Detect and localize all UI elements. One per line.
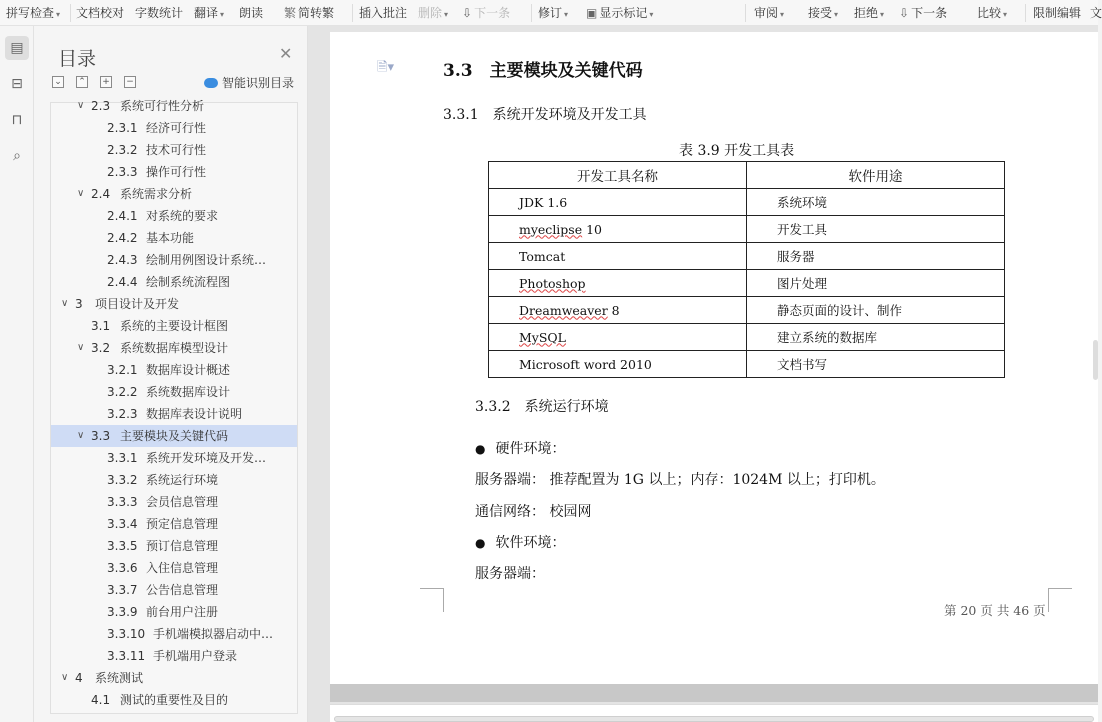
toc-item[interactable]: [51, 623, 297, 645]
read-aloud-button[interactable]: [239, 4, 263, 22]
toc-item-number: 3.3.3: [107, 495, 138, 509]
chevron-down-icon: ▾: [834, 10, 839, 19]
translate-button[interactable]: [194, 4, 224, 22]
toc-item[interactable]: [51, 535, 297, 557]
toc-item-label: 技术可行性: [146, 143, 207, 157]
table-cell-text: myeclipse 10: [519, 221, 603, 237]
toc-item-label: 预定信息管理: [146, 517, 219, 531]
toc-item[interactable]: [51, 579, 297, 601]
bullet-software: [475, 532, 565, 552]
show-markup-button[interactable]: [586, 4, 653, 22]
toc-item[interactable]: [51, 271, 297, 293]
more-button[interactable]: [1090, 4, 1102, 22]
toc-item-number: 3.3: [91, 429, 111, 443]
toc-item[interactable]: [51, 293, 297, 315]
toc-item[interactable]: [51, 95, 297, 117]
toolbar-label: 删除: [418, 6, 443, 20]
table-cell-text: Photoshop: [519, 275, 586, 291]
chevron-down-icon: ▾: [564, 10, 569, 19]
toc-title: 目录: [58, 48, 97, 70]
table-cell: [489, 270, 747, 297]
table-cell: [747, 243, 1005, 270]
table-cell-text: JDK 1.6: [519, 194, 568, 210]
toolbar-label: 下一条: [911, 6, 948, 20]
toc-panel: [34, 26, 308, 722]
toc-item-label: 经济可行性: [146, 121, 207, 135]
toc-item-number: 3: [75, 297, 83, 311]
toolbar-label: 下一条: [474, 6, 511, 20]
table-row: [489, 297, 1005, 324]
toolbar-divider: [1025, 4, 1026, 22]
toolbar-label: 拒绝: [854, 6, 879, 20]
chevron-down-icon[interactable]: ∨: [77, 430, 85, 441]
toc-item-number: 2.4.1: [107, 209, 138, 223]
chevron-down-icon: ▾: [649, 10, 654, 19]
smart-toc-icon: [204, 78, 218, 88]
toolbar-label: 比较: [977, 6, 1002, 20]
toc-item-label: 测试的重要性及目的: [120, 693, 229, 707]
toolbar-divider: [531, 4, 532, 22]
chevron-down-icon: ▾: [780, 10, 785, 19]
table-row: [489, 324, 1005, 351]
toc-item-label: 手机端用户登录: [153, 649, 238, 663]
smart-toc-label: 智能识别目录: [222, 76, 295, 90]
table-cell-text: 图片处理: [777, 276, 828, 291]
margin-corner: [420, 588, 444, 612]
margin-corner: [1048, 588, 1072, 612]
table-cell-text: Microsoft word 2010: [519, 356, 652, 372]
toc-item-number: 3.2.1: [107, 363, 138, 377]
toc-item[interactable]: [51, 491, 297, 513]
toolbar-label: 显示标记: [599, 6, 648, 20]
table-cell: [747, 351, 1005, 378]
page-gap: [330, 684, 1098, 702]
table-cell-text: Tomcat: [519, 248, 566, 264]
table-caption: 表 3.9 开发工具表: [679, 143, 795, 159]
server-line: 服务器端： 推荐配置为 1G 以上；内存：1024M 以上；打印机。: [475, 472, 885, 488]
search-icon[interactable]: ⌕: [13, 148, 21, 164]
smart-toc-button[interactable]: [204, 74, 294, 91]
toolbar-label: 限制编辑: [1033, 6, 1082, 20]
toc-item-label: 系统开发环境及开发…: [146, 451, 267, 465]
chevron-down-icon[interactable]: ∨: [61, 298, 69, 309]
next-comment-button[interactable]: [462, 4, 510, 22]
toc-item-number: 3.3.7: [107, 583, 138, 597]
toc-item[interactable]: [51, 249, 297, 271]
toc-item-number: 3.2.3: [107, 407, 138, 421]
chevron-down-icon[interactable]: ∨: [77, 100, 85, 111]
toc-item[interactable]: [51, 469, 297, 491]
chevron-down-icon[interactable]: ∨: [77, 188, 85, 199]
toc-item[interactable]: [51, 161, 297, 183]
toc-item-number: 3.1: [91, 319, 111, 333]
toc-item[interactable]: [51, 359, 297, 381]
document-icon[interactable]: 🗎▾: [377, 60, 394, 75]
toc-item-number: 3.3.2: [107, 473, 138, 487]
spelling-marked-word: Dreamweaver: [519, 302, 608, 318]
toc-item[interactable]: [51, 645, 297, 667]
horizontal-scrollbar[interactable]: [334, 716, 1094, 722]
proofread-button[interactable]: [76, 4, 124, 22]
table-cell: [489, 351, 747, 378]
toc-item[interactable]: [51, 205, 297, 227]
simplified-traditional-button[interactable]: [284, 4, 334, 22]
toc-item[interactable]: [51, 381, 297, 403]
toc-item-label: 会员信息管理: [146, 495, 219, 509]
bookmark-icon[interactable]: ⊓: [11, 112, 23, 128]
review-button[interactable]: [754, 4, 784, 22]
toc-item[interactable]: [51, 227, 297, 249]
toc-item-label: 数据库表设计说明: [146, 407, 243, 421]
toc-item[interactable]: [51, 403, 297, 425]
toolbar-divider: [745, 4, 746, 22]
toc-item-number: 3.3.4: [107, 517, 138, 531]
toc-item-label: 公告信息管理: [146, 583, 219, 597]
toc-item-number: 2.3.1: [107, 121, 138, 135]
toolbar-label: 文: [1090, 6, 1102, 20]
section-heading: 3.3 主要模块及关键代码: [443, 61, 643, 81]
toc-item[interactable]: [51, 337, 297, 359]
chevron-down-icon[interactable]: ∨: [61, 672, 69, 683]
chevron-down-icon[interactable]: ∨: [77, 342, 85, 353]
table-cell-text: 静态页面的设计、制作: [777, 303, 903, 318]
toc-item-number: 3.3.5: [107, 539, 138, 553]
toolbar-label: 简转繁: [298, 6, 335, 20]
toc-item-label: 系统需求分析: [120, 187, 193, 201]
toolbar-label: 翻译: [194, 6, 219, 20]
toc-item-number: 2.4.2: [107, 231, 138, 245]
toolbar-label: 字数统计: [135, 6, 184, 20]
toc-item-number: 3.3.10: [107, 627, 146, 641]
table-cell: [747, 270, 1005, 297]
toolbar-divider: [352, 4, 353, 22]
table-cell: [489, 216, 747, 243]
accept-button[interactable]: [808, 4, 838, 22]
table-row: [489, 216, 1005, 243]
spell-check-button[interactable]: [6, 4, 60, 22]
bullet-hardware: [475, 438, 565, 458]
toc-item-number: 4: [75, 671, 83, 685]
table-cell-text: 服务器: [777, 249, 815, 264]
toc-item-label: 系统数据库设计: [146, 385, 231, 399]
bullet-icon: ●: [475, 536, 486, 550]
table-cell: [747, 297, 1005, 324]
toc-item[interactable]: [51, 425, 297, 447]
toc-item-number: 2.3.3: [107, 165, 138, 179]
toc-item[interactable]: [51, 139, 297, 161]
table-cell-text: 开发工具: [777, 222, 828, 237]
toc-item[interactable]: [51, 557, 297, 579]
chevron-down-icon: ▾: [56, 10, 61, 19]
toolbar-label: 审阅: [754, 6, 779, 20]
table-cell-text: 系统环境: [777, 195, 828, 210]
bullet-icon: ●: [475, 442, 486, 456]
toc-item-number: 2.4.3: [107, 253, 138, 267]
table-row: [489, 351, 1005, 378]
delete-comment-button[interactable]: [418, 4, 448, 22]
toc-item[interactable]: [51, 315, 297, 337]
simplified-traditional-icon: 繁: [284, 6, 297, 20]
restrict-editing-button[interactable]: [1033, 4, 1081, 22]
close-icon[interactable]: ✕: [279, 44, 293, 63]
left-rail: [0, 26, 34, 722]
toc-item-label: 项目设计及开发: [95, 297, 180, 311]
toc-item-label: 绘制用例图设计系统…: [146, 253, 267, 267]
table-cell-text: 文档书写: [777, 357, 828, 372]
toc-item-label: 操作可行性: [146, 165, 207, 179]
toc-item-label: 主要模块及关键代码: [120, 429, 229, 443]
table-row: [489, 243, 1005, 270]
document-page[interactable]: [330, 32, 1098, 684]
add-heading-icon[interactable]: +: [100, 76, 112, 88]
subsection-heading: 3.3.1 系统开发环境及开发工具: [443, 107, 647, 123]
toc-item-label: 基本功能: [146, 231, 195, 245]
toc-item-label: 系统测试: [95, 671, 144, 685]
toc-item-label: 对系统的要求: [146, 209, 219, 223]
toc-item[interactable]: [51, 183, 297, 205]
vertical-scrollbar[interactable]: [1093, 340, 1098, 380]
toc-item[interactable]: [51, 117, 297, 139]
navigation-icon[interactable]: ⊟: [11, 76, 23, 92]
toc-item-label: 预订信息管理: [146, 539, 219, 553]
toc-item-number: 3.3.1: [107, 451, 138, 465]
toolbar-label: 文档校对: [76, 6, 125, 20]
toc-item-number: 3.3.9: [107, 605, 138, 619]
toolbar-label: 接受: [808, 6, 833, 20]
toc-item-number: 2.4.4: [107, 275, 138, 289]
toc-item-number: 2.3: [91, 99, 111, 113]
toc-item[interactable]: [51, 447, 297, 469]
toc-item[interactable]: [51, 667, 297, 689]
toc-item-number: 3.2.2: [107, 385, 138, 399]
dev-tools-table: [488, 161, 1005, 378]
remove-heading-icon[interactable]: −: [124, 76, 136, 88]
toc-item[interactable]: [51, 689, 297, 711]
toc-item-number: 2.3.2: [107, 143, 138, 157]
toolbar-label: 拼写检查: [6, 6, 55, 20]
table-cell: [489, 297, 747, 324]
toolbar-label: 修订: [538, 6, 563, 20]
toc-panel-icon[interactable]: ▤: [5, 36, 29, 60]
expand-up-icon[interactable]: ⌃: [76, 76, 88, 88]
next-change-button[interactable]: [899, 4, 947, 22]
toolbar-divider: [70, 4, 71, 22]
next-comment-icon: ⇩: [462, 6, 473, 20]
toc-item-number: 3.3.11: [107, 649, 146, 663]
table-cell-text: 建立系统的数据库: [777, 330, 878, 345]
table-cell-text: Dreamweaver 8: [519, 302, 620, 318]
table-cell: [489, 189, 747, 216]
toolbar-label: 插入批注: [359, 6, 408, 20]
toc-item[interactable]: [51, 601, 297, 623]
table-header: 开发工具名称: [489, 162, 747, 189]
server-line-2: 服务器端：: [475, 566, 545, 582]
toc-item[interactable]: [51, 513, 297, 535]
table-cell: [489, 324, 747, 351]
toc-item-number: 3.2: [91, 341, 111, 355]
compare-button[interactable]: [977, 4, 1007, 22]
spelling-marked-word: myeclipse: [519, 221, 583, 237]
toc-item-label: 系统数据库模型设计: [120, 341, 229, 355]
review-toolbar: [0, 0, 1102, 26]
next-change-icon: ⇩: [899, 6, 910, 20]
table-row: [489, 270, 1005, 297]
toc-item-label: 系统运行环境: [146, 473, 219, 487]
toc-item-label: 绘制系统流程图: [146, 275, 231, 289]
collapse-all-icon[interactable]: ⌄: [52, 76, 64, 88]
track-changes-button[interactable]: [538, 4, 568, 22]
show-markup-icon: ▣: [586, 6, 598, 20]
software-label: 软件环境：: [495, 535, 566, 551]
chevron-down-icon: ▾: [1003, 10, 1008, 19]
chevron-down-icon: ▾: [220, 10, 225, 19]
toc-item-label: 数据库设计概述: [146, 363, 231, 377]
reject-button[interactable]: [854, 4, 884, 22]
toc-item-number: 2.4: [91, 187, 111, 201]
table-row: [489, 189, 1005, 216]
table-cell-text: MySQL: [519, 329, 566, 345]
table-cell: [489, 243, 747, 270]
toolbar-label: 朗读: [239, 6, 264, 20]
toc-item-number: 4.1: [91, 693, 111, 707]
table-header: 软件用途: [747, 162, 1005, 189]
toc-item-label: 系统可行性分析: [120, 99, 205, 113]
page-number: 第 20 页 共 46 页: [944, 603, 1046, 618]
toc-item-label: 手机端模拟器启动中…: [153, 627, 274, 641]
toc-item-label: 入住信息管理: [146, 561, 219, 575]
table-cell: [747, 189, 1005, 216]
subsection-heading-2: 3.3.2 系统运行环境: [475, 399, 609, 415]
insert-comment-button[interactable]: [359, 4, 407, 22]
word-count-button[interactable]: [135, 4, 183, 22]
toc-list: [50, 99, 298, 714]
network-line: 通信网络： 校园网: [475, 504, 592, 520]
toc-item-number: 3.3.6: [107, 561, 138, 575]
table-cell: [747, 216, 1005, 243]
table-cell: [747, 324, 1005, 351]
hardware-label: 硬件环境：: [495, 441, 566, 457]
chevron-down-icon: ▾: [880, 10, 885, 19]
toc-item-label: 前台用户注册: [146, 605, 219, 619]
toc-item-label: 系统的主要设计框图: [120, 319, 229, 333]
chevron-down-icon: ▾: [444, 10, 449, 19]
